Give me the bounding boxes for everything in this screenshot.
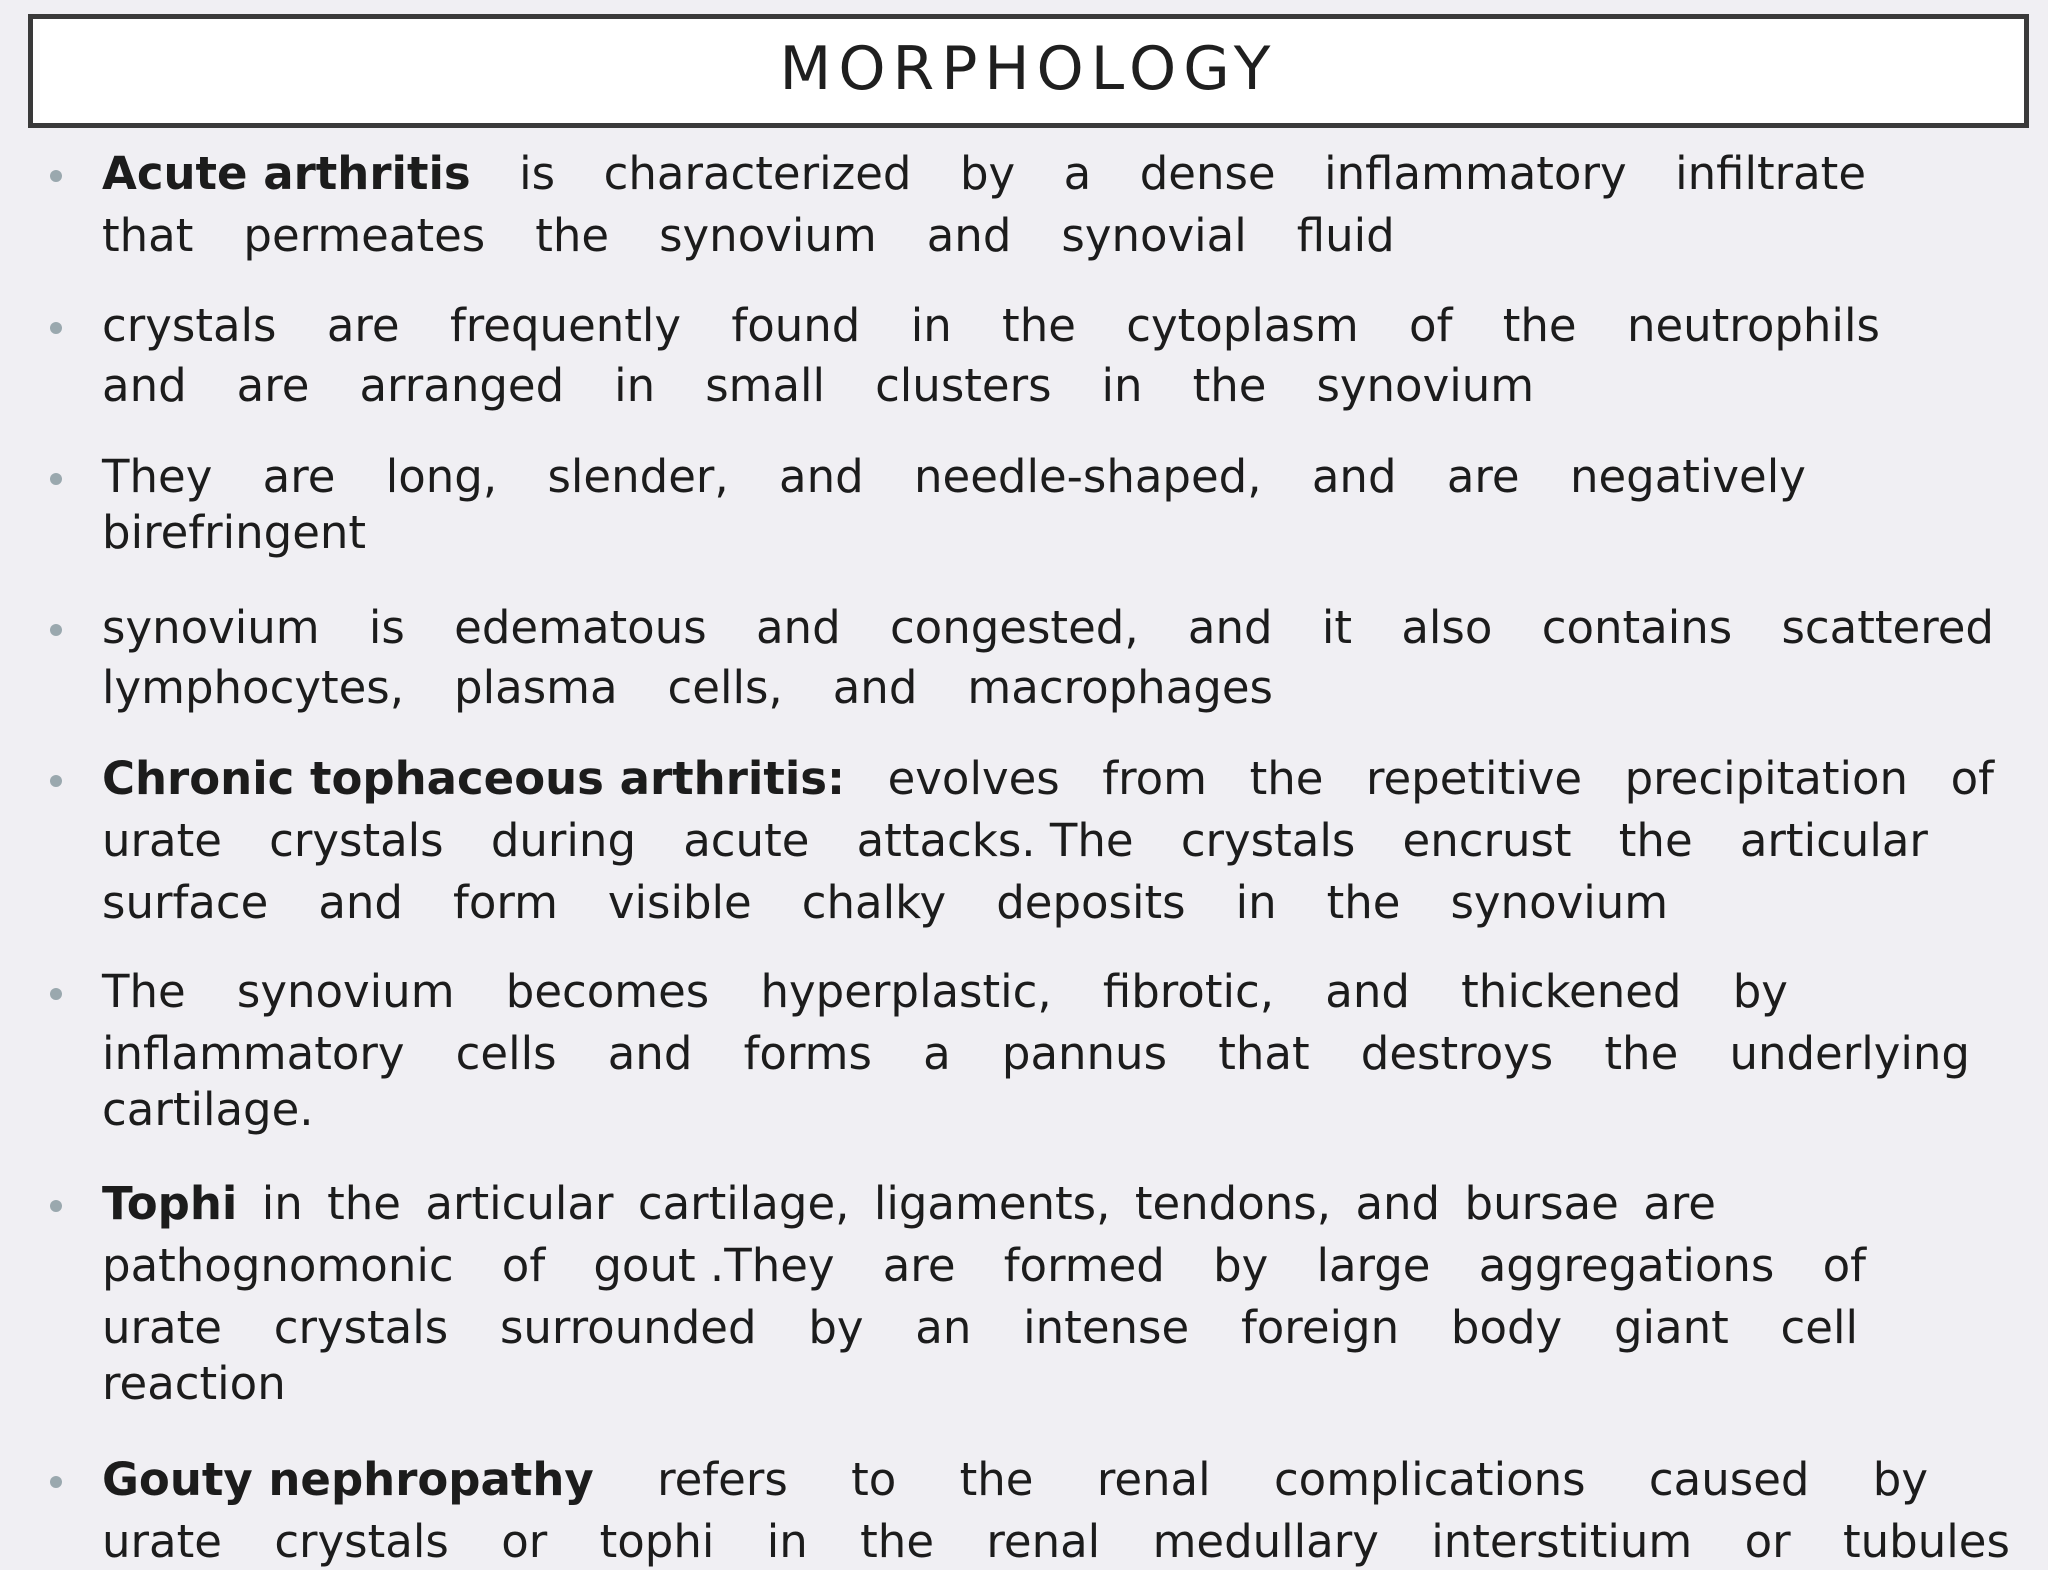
word: small — [705, 359, 826, 412]
word: or — [501, 1515, 548, 1568]
word: synovium — [659, 209, 877, 262]
word: They — [102, 450, 213, 503]
word: cells — [455, 1027, 557, 1080]
word: The — [102, 965, 186, 1018]
bullet-line — [102, 1238, 1866, 1294]
bullet-line — [102, 358, 1534, 414]
bullet-line — [102, 1356, 286, 1412]
word: renal — [1096, 1453, 1211, 1506]
word: and — [832, 661, 918, 714]
word: urate — [102, 814, 222, 867]
word: are — [262, 450, 336, 503]
word: medullary — [1152, 1515, 1379, 1568]
word: reaction — [102, 1357, 286, 1410]
page-title: MORPHOLOGY — [779, 34, 1278, 104]
word: crystals — [1180, 814, 1356, 867]
word: urate — [102, 1515, 222, 1568]
word: interstitium — [1431, 1515, 1693, 1568]
word: visible — [607, 876, 752, 929]
bullet-line — [102, 660, 1273, 716]
word: congested, — [889, 601, 1139, 654]
word: the — [1604, 1027, 1679, 1080]
word: the — [327, 1177, 401, 1230]
bold-term: Gouty nephropathy — [102, 1453, 594, 1506]
word: destroys — [1360, 1027, 1554, 1080]
word: are — [326, 299, 400, 352]
word: tophi — [599, 1515, 715, 1568]
bullet-line — [102, 505, 366, 561]
word: fibrotic, — [1102, 965, 1275, 1018]
word: and — [1325, 965, 1410, 1018]
word: in — [1235, 876, 1277, 929]
word: forms — [743, 1027, 872, 1080]
word: a — [1063, 147, 1092, 200]
word: cartilage. — [102, 1083, 314, 1136]
word: synovium — [102, 601, 320, 654]
word: fluid — [1296, 209, 1395, 262]
word: by — [1872, 1453, 1928, 1506]
word: lymphocytes, — [102, 661, 405, 714]
word: evolves — [887, 752, 1060, 805]
word: tubules — [1843, 1515, 2010, 1568]
word: crystals — [273, 1301, 449, 1354]
word: large — [1316, 1239, 1431, 1292]
word: inflammatory — [1324, 147, 1627, 200]
word: plasma — [454, 661, 618, 714]
word: and — [926, 209, 1012, 262]
word: the — [1326, 876, 1401, 929]
word: renal — [986, 1515, 1101, 1568]
word: macrophages — [967, 661, 1273, 714]
word: pathognomonic — [102, 1239, 454, 1292]
bullet-line — [102, 1452, 1928, 1508]
word: attacks. The — [856, 814, 1134, 867]
word: crystals — [274, 1515, 449, 1568]
word: acute — [683, 814, 810, 867]
word: refers — [657, 1453, 788, 1506]
word: that — [1218, 1027, 1310, 1080]
word: synovium — [1450, 876, 1669, 929]
word: and — [1187, 601, 1273, 654]
word: and — [607, 1027, 693, 1080]
word: and — [1311, 450, 1397, 503]
word: giant — [1613, 1301, 1729, 1354]
word: underlying — [1729, 1027, 1970, 1080]
word: cell — [1780, 1301, 1858, 1354]
word: permeates — [243, 209, 486, 262]
word: an — [915, 1301, 972, 1354]
word: and — [318, 876, 403, 929]
word: infiltrate — [1675, 147, 1866, 200]
word: the — [1618, 814, 1693, 867]
word: bursae — [1464, 1177, 1619, 1230]
word: in — [766, 1515, 808, 1568]
word: complications — [1273, 1453, 1586, 1506]
word: by — [808, 1301, 864, 1354]
bullet-line — [102, 1026, 1970, 1082]
word: hyperplastic, — [760, 965, 1052, 1018]
bullet-line — [102, 1514, 2010, 1570]
word: the — [959, 1453, 1034, 1506]
bold-term: Acute arthritis — [102, 147, 471, 200]
word: of — [501, 1239, 546, 1292]
bold-term: Chronic tophaceous arthritis: — [102, 752, 846, 805]
word: in — [1101, 359, 1143, 412]
bullet-dot-icon — [50, 170, 62, 182]
word: in — [910, 299, 952, 352]
word: thickened — [1461, 965, 1682, 1018]
word: slender, — [547, 450, 729, 503]
word: gout .They — [593, 1239, 835, 1292]
word: the — [1002, 299, 1076, 352]
word: by — [959, 147, 1016, 200]
word: crystals — [102, 299, 277, 352]
word: chalky — [801, 876, 947, 929]
bullet-line — [102, 449, 1806, 505]
word: edematous — [454, 601, 707, 654]
word: by — [1732, 965, 1788, 1018]
bullet-dot-icon — [50, 775, 62, 787]
word: is — [368, 601, 405, 654]
word: birefringent — [102, 506, 367, 559]
word: the — [1502, 299, 1577, 352]
word: dense — [1139, 147, 1276, 200]
word: or — [1744, 1515, 1791, 1568]
word: are — [1446, 450, 1520, 503]
word: by — [1213, 1239, 1269, 1292]
word: also — [1401, 601, 1493, 654]
word: surrounded — [499, 1301, 757, 1354]
word: of — [1950, 752, 1994, 805]
bullet-line — [102, 1300, 1858, 1356]
word: pannus — [1001, 1027, 1168, 1080]
word: a — [923, 1027, 951, 1080]
word: and — [779, 450, 864, 503]
word: long, — [385, 450, 498, 503]
word: form — [452, 876, 558, 929]
word: the — [860, 1515, 935, 1568]
word: cartilage, — [637, 1177, 850, 1230]
bullet-line — [102, 208, 1395, 264]
word: caused — [1648, 1453, 1810, 1506]
word: arranged — [359, 359, 565, 412]
word: the — [1192, 359, 1267, 412]
bullet-dot-icon — [50, 988, 62, 1000]
word: deposits — [996, 876, 1186, 929]
word: and — [102, 359, 187, 412]
bullet-line — [102, 964, 1788, 1020]
word: urate — [102, 1301, 222, 1354]
bullet-line — [102, 146, 1866, 202]
word: are — [1643, 1177, 1716, 1230]
word: articular — [425, 1177, 614, 1230]
word: in — [614, 359, 656, 412]
word: synovium — [1316, 359, 1535, 412]
word: of — [1822, 1239, 1866, 1292]
bullet-line — [102, 1082, 314, 1138]
word: neutrophils — [1626, 299, 1880, 352]
bullet-line — [102, 813, 1928, 869]
bullet-dot-icon — [50, 1476, 62, 1488]
word: that — [102, 209, 194, 262]
word: tendons, — [1134, 1177, 1332, 1230]
word: surface — [102, 876, 269, 929]
word: aggregations — [1478, 1239, 1775, 1292]
word: the — [535, 209, 610, 262]
word: cells, — [667, 661, 783, 714]
word: cytoplasm — [1126, 299, 1359, 352]
word: and — [1355, 1177, 1441, 1230]
word: to — [851, 1453, 897, 1506]
word: contains — [1541, 601, 1733, 654]
word: foreign — [1240, 1301, 1400, 1354]
word: characterized — [603, 147, 912, 200]
bullet-dot-icon — [50, 322, 62, 334]
bullet-line — [102, 298, 1880, 354]
word: becomes — [505, 965, 710, 1018]
word: precipitation — [1624, 752, 1909, 805]
bullet-dot-icon — [50, 1200, 62, 1212]
word: the — [1249, 752, 1324, 805]
word: formed — [1003, 1239, 1165, 1292]
bullet-dot-icon — [50, 624, 62, 636]
word: body — [1450, 1301, 1563, 1354]
bullet-line — [102, 751, 1994, 807]
word: crystals — [269, 814, 444, 867]
word: synovial — [1061, 209, 1247, 262]
bullet-line — [102, 1176, 1716, 1232]
word: in — [261, 1177, 303, 1230]
word: and — [755, 601, 841, 654]
word: from — [1102, 752, 1208, 805]
word: found — [731, 299, 861, 352]
bullet-line — [102, 875, 1668, 931]
word: clusters — [875, 359, 1052, 412]
word: articular — [1739, 814, 1928, 867]
bold-term: Tophi — [102, 1177, 238, 1230]
bullet-dot-icon — [50, 473, 62, 485]
word: inflammatory — [102, 1027, 405, 1080]
word: during — [490, 814, 637, 867]
word: are — [236, 359, 310, 412]
bullet-line — [102, 600, 1994, 656]
word: of — [1409, 299, 1453, 352]
word: is — [519, 147, 556, 200]
word: scattered — [1781, 601, 1994, 654]
word: encrust — [1402, 814, 1572, 867]
word: repetitive — [1365, 752, 1583, 805]
word: frequently — [449, 299, 682, 352]
word: ligaments, — [873, 1177, 1111, 1230]
word: are — [882, 1239, 956, 1292]
word: needle-shaped, — [914, 450, 1262, 503]
word: it — [1321, 601, 1353, 654]
word: intense — [1023, 1301, 1190, 1354]
word: negatively — [1569, 450, 1806, 503]
word: synovium — [236, 965, 455, 1018]
